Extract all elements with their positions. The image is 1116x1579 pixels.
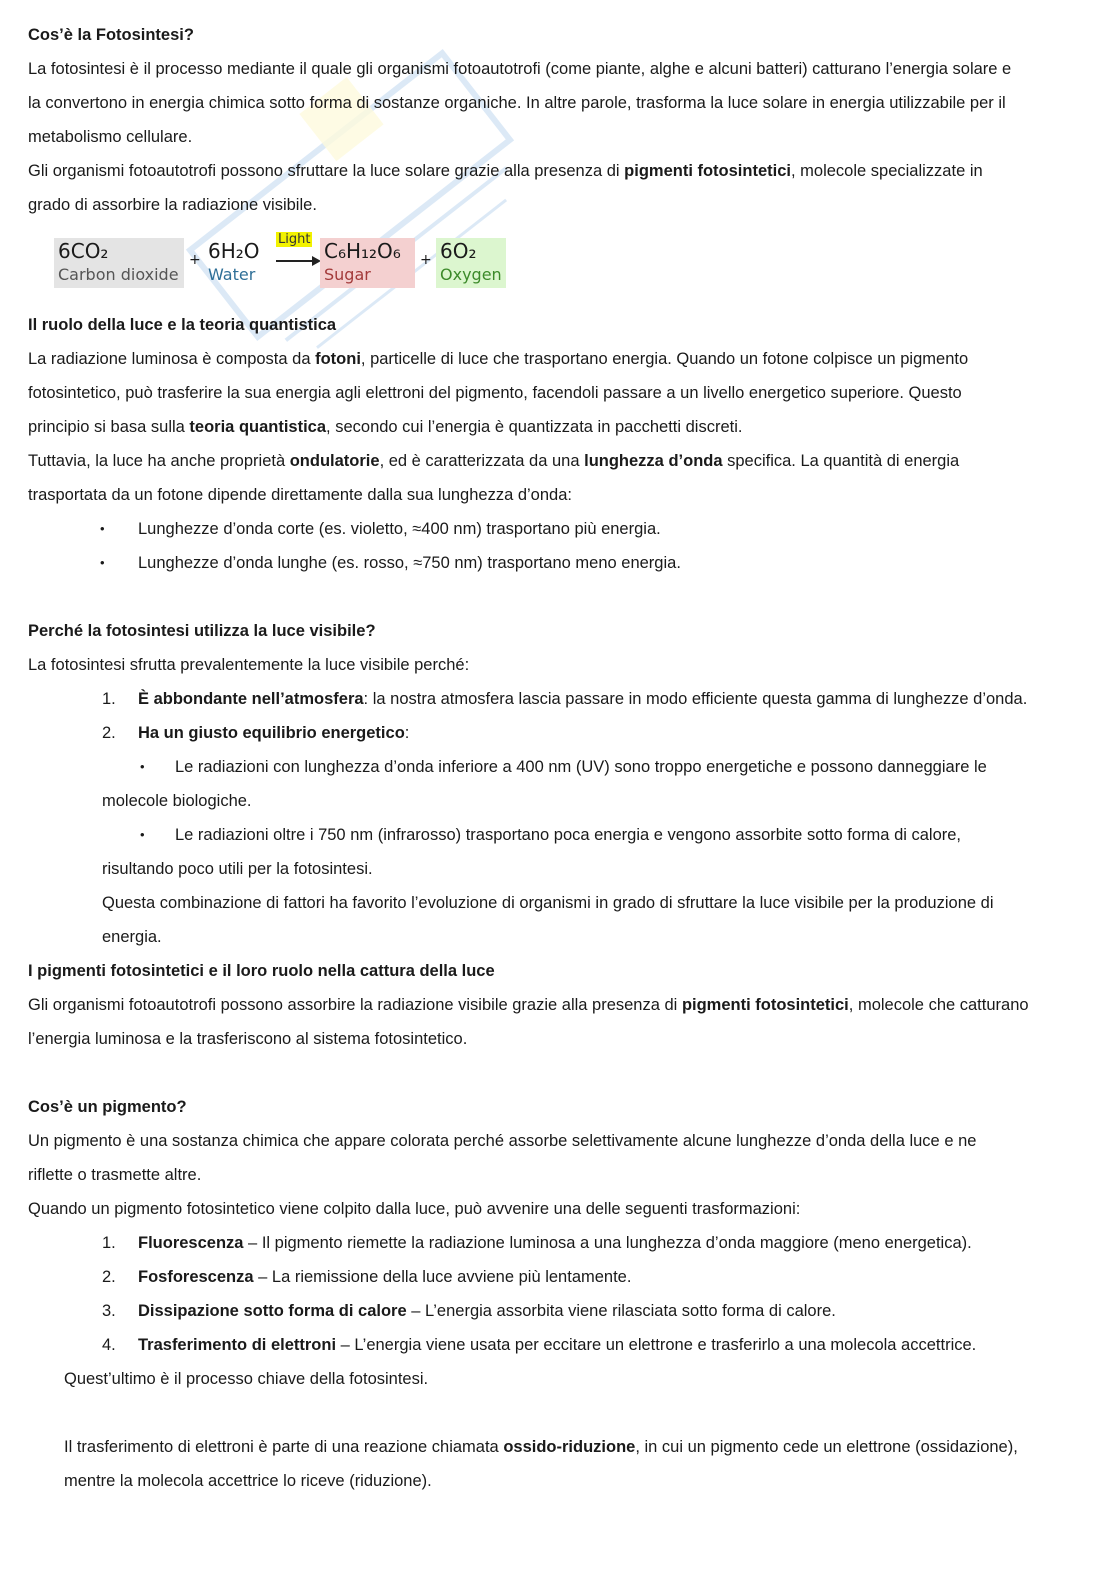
paragraph-line: molecole biologiche.	[102, 792, 252, 810]
photosynthesis-equation	[54, 230, 1088, 300]
plus-sign: +	[420, 252, 432, 268]
bold-term: Dissipazione sotto forma di calore	[138, 1302, 407, 1320]
paragraph-line: Quest’ultimo è il processo chiave della fotosintesi.	[64, 1370, 429, 1388]
paragraph-line: Un pigmento è una sostanza chimica che appare colorata perché assorbe selettivamente alcune lunghezze d’onda della luce e ne	[28, 1132, 977, 1150]
bold-term: lunghezza d’onda	[584, 452, 723, 470]
spacer	[28, 1396, 1088, 1430]
list-item: 1. Fluorescenza – Il pigmento riemette la radiazione luminosa a una lunghezza d’onda maggiore (meno energetica).	[102, 1234, 972, 1252]
o2-box: 6O₂ Oxygen	[436, 238, 506, 288]
bold-term: ossido-riduzione	[503, 1438, 636, 1456]
bold-term: Trasferimento di elettroni	[138, 1336, 337, 1354]
heading-pigments-role: I pigmenti fotosintetici e il loro ruolo nella cattura della luce	[28, 962, 495, 980]
paragraph-line: mentre la molecola accettrice lo riceve (riduzione).	[64, 1472, 432, 1490]
paragraph-line: metabolismo cellulare.	[28, 128, 193, 146]
paragraph-line: trasportata da un fotone dipende direttamente dalla sua lunghezza d’onda:	[28, 486, 572, 504]
bold-term: Fosforescenza	[138, 1268, 254, 1286]
list-item: • Lunghezze d’onda corte (es. violetto, ≈400 nm) trasportano più energia.	[28, 512, 1088, 546]
paragraph-line: La radiazione luminosa è composta da fotoni, particelle di luce che trasportano energia. Quando un fotone colpisce un pigmento	[28, 350, 969, 368]
bold-term: È abbondante nell’atmosfera	[138, 690, 364, 708]
paragraph-line: energia.	[102, 928, 162, 946]
list-item: 2. Fosforescenza – La riemissione della luce avviene più lentamente.	[102, 1268, 632, 1286]
bold-term: Ha un giusto equilibrio energetico	[138, 724, 405, 742]
bullet-icon: •	[100, 555, 105, 570]
sub-list-item: • Le radiazioni oltre i 750 nm (infrarosso) trasportano poca energia e vengono assorbite sotto forma di calore,	[28, 818, 1088, 852]
list-item: 3. Dissipazione sotto forma di calore – L’energia assorbita viene rilasciata sotto forma di calore.	[102, 1302, 836, 1320]
co2-box: 6CO₂ Carbon dioxide	[54, 238, 184, 288]
paragraph-line: risultando poco utili per la fotosintesi.	[102, 860, 373, 878]
paragraph-line: l’energia luminosa e la trasferiscono al sistema fotosintetico.	[28, 1030, 468, 1048]
heading-what-is-pigment: Cos’è un pigmento?	[28, 1098, 187, 1116]
sugar-box: C₆H₁₂O₆ Sugar	[320, 238, 415, 288]
light-label: Light	[278, 232, 311, 247]
sub-list-item: • Le radiazioni con lunghezza d’onda inferiore a 400 nm (UV) sono troppo energetiche e possono danneggiare le	[28, 750, 1088, 784]
bold-term: Fluorescenza	[138, 1234, 244, 1252]
heading-what-is-photosynthesis: Cos’è la Fotosintesi?	[28, 26, 194, 44]
bullet-icon: •	[100, 521, 105, 536]
bold-term: teoria quantistica	[189, 418, 327, 436]
document-body	[28, 18, 1088, 1498]
bullet-icon: •	[140, 827, 145, 842]
paragraph-line: La fotosintesi sfrutta prevalentemente la luce visibile perché:	[28, 656, 470, 674]
list-item: 4. Trasferimento di elettroni – L’energia viene usata per eccitare un elettrone e trasferirlo a una molecola accettrice.	[102, 1336, 977, 1354]
spacer	[28, 1056, 1088, 1090]
paragraph-line: Quando un pigmento fotosintetico viene colpito dalla luce, può avvenire una delle seguenti trasformazioni:	[28, 1200, 801, 1218]
paragraph-line: principio si basa sulla teoria quantistica, secondo cui l’energia è quantizzata in pacchetti discreti.	[28, 418, 743, 436]
paragraph-line: la convertono in energia chimica sotto forma di sostanze organiche. In altre parole, trasforma la luce solare in energia utilizzabile per il	[28, 94, 1006, 112]
reaction-arrow-icon	[274, 254, 322, 268]
paragraph-line: Tuttavia, la luce ha anche proprietà ondulatorie, ed è caratterizzata da una lunghezza d’onda specifica. La quantità di energia	[28, 452, 960, 470]
bold-term: pigmenti fotosintetici	[624, 162, 791, 180]
bold-term: ondulatorie	[289, 452, 380, 470]
heading-light-role: Il ruolo della luce e la teoria quantistica	[28, 316, 337, 334]
list-item: • Lunghezze d’onda lunghe (es. rosso, ≈750 nm) trasportano meno energia.	[28, 546, 1088, 580]
paragraph-line: fotosintetico, può trasferire la sua energia agli elettroni del pigmento, facendoli passare a un livello energetico superiore. Questo	[28, 384, 962, 402]
bold-term: fotoni	[315, 350, 361, 368]
bullet-icon: •	[140, 759, 145, 774]
paragraph-line: riflette o trasmette altre.	[28, 1166, 202, 1184]
h2o-box: 6H₂O Water	[208, 239, 260, 284]
list-item: 2. Ha un giusto equilibrio energetico:	[102, 724, 410, 742]
list-item: 1. È abbondante nell’atmosfera: la nostra atmosfera lascia passare in modo efficiente questa gamma di lunghezze d’onda.	[102, 690, 1028, 708]
plus-sign: +	[189, 252, 201, 268]
paragraph-line: Gli organismi fotoautotrofi possono sfruttare la luce solare grazie alla presenza di pigmenti fotosintetici, molecole specializzate in	[28, 162, 983, 180]
heading-why-visible-light: Perché la fotosintesi utilizza la luce visibile?	[28, 622, 376, 640]
paragraph-line: La fotosintesi è il processo mediante il quale gli organismi fotoautotrofi (come piante, alghe e alcuni batteri) catturano l’energia solare e	[28, 60, 1012, 78]
paragraph-line: Gli organismi fotoautotrofi possono assorbire la radiazione visibile grazie alla presenza di pigmenti fotosintetici, molecole che catturano	[28, 996, 1029, 1014]
bold-term: pigmenti fotosintetici	[681, 996, 849, 1014]
paragraph-line: Questa combinazione di fattori ha favorito l’evoluzione di organismi in grado di sfruttare la luce visibile per la produzione di	[102, 894, 994, 912]
paragraph-line: Il trasferimento di elettroni è parte di una reazione chiamata ossido-riduzione, in cui un pigmento cede un elettrone (ossidazione),	[64, 1438, 1018, 1456]
paragraph-line: grado di assorbire la radiazione visibile.	[28, 196, 317, 214]
spacer	[28, 580, 1088, 614]
